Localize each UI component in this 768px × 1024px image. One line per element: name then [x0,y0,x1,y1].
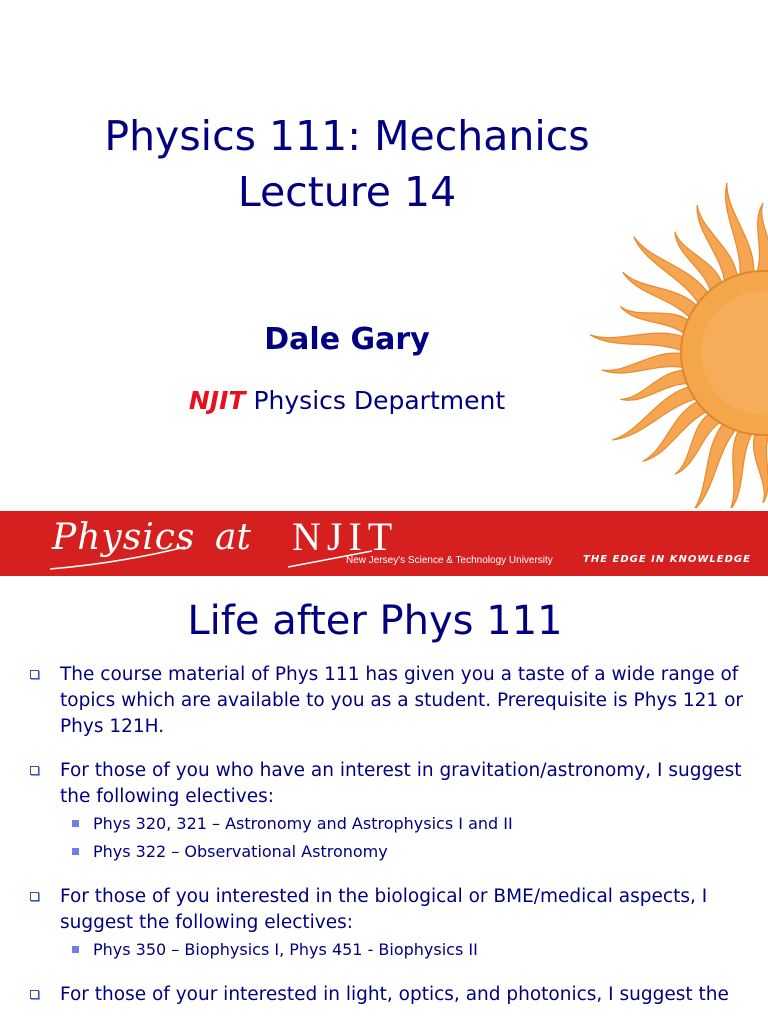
banner-physics-text: Physics [52,517,196,558]
njit-logo-text: NJIT [188,386,246,415]
sub-bullet-text: Phys 322 – Observational Astronomy [93,842,388,861]
sun-ray [620,307,691,336]
list-item [0,884,756,936]
banner-tagline: New Jersey's Science & Technology University [346,555,553,566]
bullet-square-icon [30,892,39,901]
content-slide [0,576,768,1024]
sun-icon [548,178,768,508]
sub-bullet-square-icon [72,848,79,855]
bullet-text: For those of your interested in light, optics, and photonics, I suggest the [60,984,729,1005]
author-name: Dale Gary [264,322,430,357]
bullet-square-icon [30,990,39,999]
sun-ray [729,428,753,508]
list-item [0,662,756,740]
sub-bullet-text: Phys 350 – Biophysics I, Phys 451 - Biophysics II [93,940,478,959]
sun-ray [754,431,768,503]
sub-bullet-text: Phys 320, 321 – Astronomy and Astrophysics I and II [93,814,513,833]
sun-ray [756,203,768,275]
sun-ray [590,333,686,352]
bullet-text: For those of you who have an interest in gravitation/astronomy, I suggest the following electives: [60,760,742,807]
sub-list-item [0,936,768,964]
list-item [0,982,756,1008]
banner-slogan: THE EDGE IN KNOWLEDGE [583,554,751,565]
bullet-text: The course material of Phys 111 has given you a taste of a wide range of topics which are available to you as a student. Prerequisite is Phys 121 or Phys 121H. [60,664,744,737]
title-line-2: Lecture 14 [237,168,457,216]
bullet-square-icon [30,670,39,679]
title-line-1: Physics 111: Mechanics [104,112,590,160]
sub-bullet-square-icon [72,820,79,827]
list-item [0,758,756,810]
bullet-text: For those of you interested in the biological or BME/medical aspects, I suggest the following electives: [60,886,708,933]
bullet-list [0,662,768,1008]
sun-ray [602,353,686,373]
department-name: Physics Department [253,386,506,415]
sub-list-item [0,838,768,866]
slide-title: Life after Phys 111 [187,598,563,644]
physics-at-njit-banner [0,511,768,576]
sub-list-item [0,810,768,838]
sub-bullet-square-icon [72,946,79,953]
bullet-square-icon [30,766,39,775]
banner-at-text: at [215,517,251,558]
banner-njit-logo: NJIT [292,514,399,559]
